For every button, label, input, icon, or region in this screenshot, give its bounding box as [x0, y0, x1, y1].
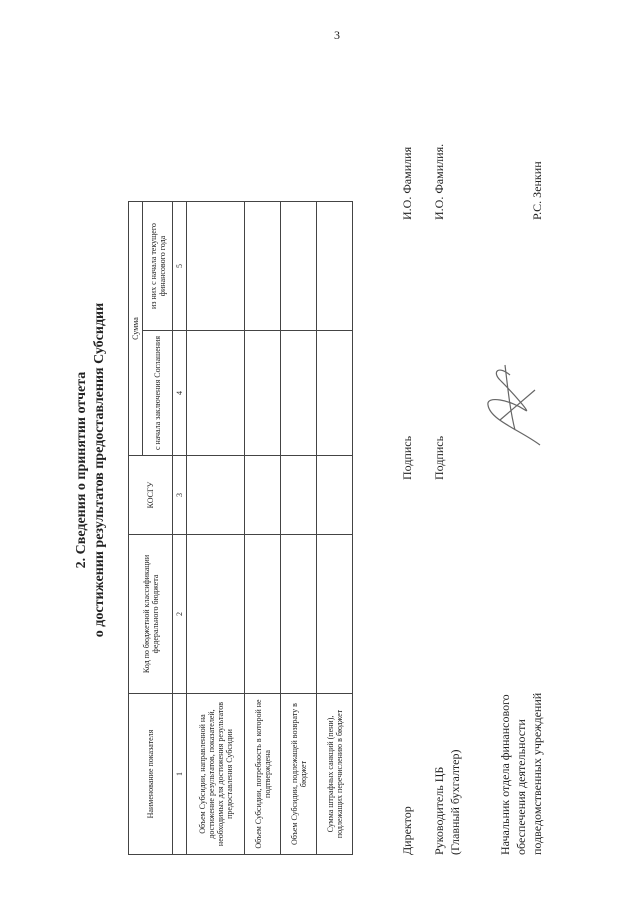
header-kosgu: КОСГУ	[129, 456, 173, 535]
rotated-page-content	[40, 40, 600, 860]
col-number: 1	[173, 694, 187, 855]
table-cell	[187, 202, 245, 331]
table-cell	[317, 456, 353, 535]
table-cell	[281, 456, 317, 535]
header-code: Код по бюджетной классификации федерального бюджета	[129, 535, 173, 694]
table-cell	[281, 202, 317, 331]
header-name: Наименование показателя	[129, 694, 173, 855]
director-signature-label: Подпись	[400, 435, 414, 480]
chief-title-line1: Руководитель ЦБ	[432, 766, 446, 855]
head-title-line2: обеспечения деятельности	[514, 719, 528, 855]
chief-name: И.О. Фамилия.	[432, 143, 446, 220]
head-title-line1: Начальник отдела финансового	[498, 694, 512, 855]
header-since-agreement: с начала заключения Соглашения	[143, 331, 173, 456]
table-cell	[245, 331, 281, 456]
table-cell	[187, 535, 245, 694]
table-cell	[187, 456, 245, 535]
page-number: 3	[334, 28, 340, 42]
table-row-label: Сумма штрафных санкций (пени), подлежащих перечислению в бюджет	[317, 694, 353, 855]
table-cell	[245, 535, 281, 694]
head-title-line3: подведомственных учреждений	[530, 692, 544, 855]
chief-title-line2: (Главный бухгалтер)	[448, 749, 462, 855]
table-cell	[187, 331, 245, 456]
table-cell	[317, 535, 353, 694]
director-name: И.О. Фамилия	[400, 146, 414, 220]
table-cell	[245, 202, 281, 331]
table-cell	[317, 202, 353, 331]
report-title-line2: о достижении результатов предоставления Субсидии	[92, 302, 107, 638]
table-row-label: Объем Субсидии, направленной на достижение результатов, показателей, необходимых для достижения результатов предоставления Субсидии	[187, 694, 245, 855]
chief-signature-label: Подпись	[432, 435, 446, 480]
handwritten-signature	[480, 360, 550, 450]
table-cell	[281, 535, 317, 694]
col-number: 3	[173, 456, 187, 535]
col-number: 5	[173, 202, 187, 331]
table-cell	[245, 456, 281, 535]
director-title: Директор	[400, 806, 414, 855]
table-cell	[281, 331, 317, 456]
table-cell	[317, 331, 353, 456]
head-name: Р.С. Зенкин	[530, 161, 544, 220]
col-number: 2	[173, 535, 187, 694]
col-number: 4	[173, 331, 187, 456]
report-table	[128, 201, 353, 855]
table-row-label: Объем Субсидии, подлежащей возврату в бюджет	[281, 694, 317, 855]
header-sum: Сумма	[129, 202, 143, 456]
header-since-year: из них с начала текущего финансового года	[143, 202, 173, 331]
table-row-label: Объем Субсидии, потребность в которой не подтверждена	[245, 694, 281, 855]
report-title-line1: 2. Сведения о принятии отчета	[74, 371, 89, 569]
